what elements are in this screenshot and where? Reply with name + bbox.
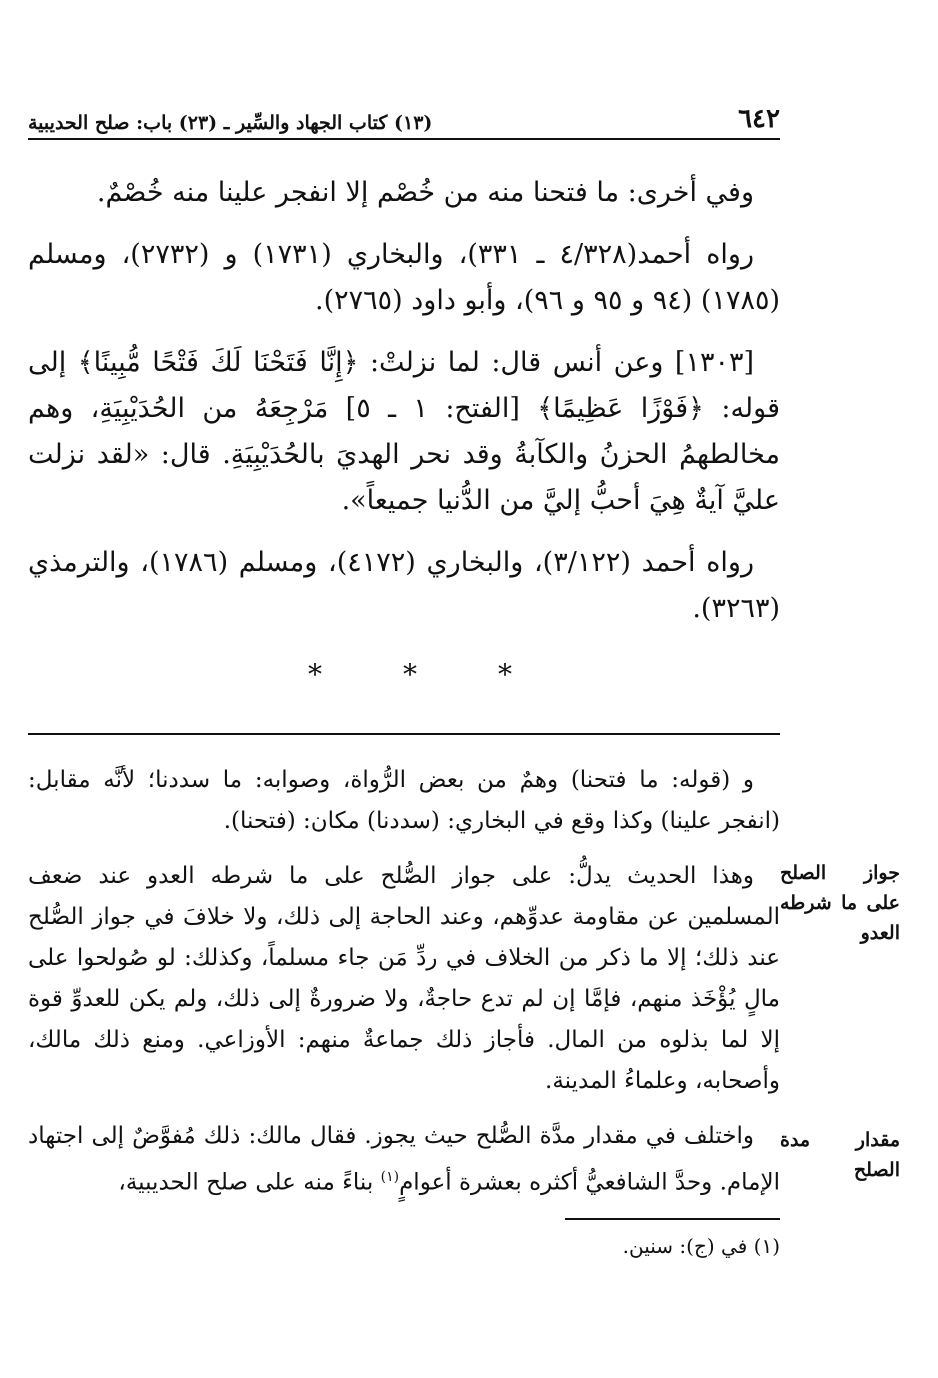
separator-star: * [308, 658, 322, 691]
takhrij-2: رواه أحمد (٣/١٢٢)، والبخاري (٤١٧٢)، ومسلم (١٧٨٦)، والترمذي (٣٢٦٣). [28, 547, 780, 624]
page-number: ٦٤٢ [738, 104, 780, 134]
running-head: (١٣) كتاب الجهاد والسِّير ـ (٢٣) باب: صلح الحديبية [28, 112, 433, 134]
commentary-rule [28, 733, 780, 735]
margin-note: جواز الصلح على ما شرطه العدو [780, 862, 900, 944]
footnote-rule [565, 1218, 780, 1220]
hadith-variant: وفي أخرى: ما فتحنا منه من خُصْم إلا انفجر علينا منه خُصْمٌ. [96, 177, 754, 208]
page-header [28, 100, 780, 134]
commentary-paragraph: و (قوله: ما فتحنا) وهمٌ من بعض الرُّواة، وصوابه: ما سددنا؛ لأنَّه مقابل: (انفجر علينا) وكذا وقع في البخاري: (سددنا) مكان: (فتحنا). [28, 767, 780, 834]
separator-star: * [498, 658, 512, 691]
commentary [28, 760, 780, 1218]
commentary-paragraph: وهذا الحديث يدلُّ: على جواز الصُّلح على ما شرطه العدو عند ضعف المسلمين عن مقاومة عدوِّهم، وعند الحاجة إلى ذلك، ولا خلافَ في جواز الصُّلح عند ذلك؛ إلا ما ذكر من الخلاف في ردِّ مَن جاء مسلماً، وكذلك: لو صُولحوا على مالٍ يُؤْخَذ منهم، فإمَّا إن لم تدع حاجةٌ، ولا ضرورةٌ إلى ذلك، ولم يكن للعدوِّ قوة إلا لما بذلوه من المال. فأجاز ذلك جماعةٌ منهم: الأوزاعي. ومنع ذلك مالك، وأصحابه، وعلماءُ المدينة. [28, 863, 780, 1094]
footnote [180, 1230, 780, 1262]
separator-star: * [403, 658, 417, 691]
header-rule [28, 138, 780, 140]
hadith-1303: [١٣٠٣] وعن أنس قال: لما نزلتْ: ﴿إِنَّا فَتَحْنَا لَكَ فَتْحًا مُّبِينًا﴾ إلى قوله: ﴿فَوْزًا عَظِيمًا﴾ [الفتح: ١ ـ ٥] مَرْجِعَهُ من الحُدَيْبِيَةِ، وهم مخالطهمُ الحزنُ والكآبةُ وقد نحر الهديَ بالحُدَيْبِيَةِ. قال: «لقد نزلت عليَّ آيةٌ هِيَ أحبُّ إليَّ من الدُّنيا جميعاً». [28, 347, 780, 516]
hadith-text [28, 170, 780, 648]
margin-note: مقدار مدة الصلح [780, 1129, 900, 1181]
commentary-text: واختلف في مقدار مدَّة الصُّلح حيث يجوز. فقال مالك: ذلك مُفوَّضٌ إلى اجتهاد الإمام. وحدَّ الشافعيُّ أكثره بعشرة أعوامٍ [28, 1123, 780, 1196]
commentary-text: بناءً منه على صلح الحديبية، [118, 1169, 381, 1196]
footnote-text: في (ج): سنين. [622, 1234, 748, 1258]
section-separator [300, 658, 520, 691]
takhrij-1: رواه أحمد(٤/٣٢٨ ـ ٣٣١)، والبخاري (١٧٣١) و (٢٧٣٢)، ومسلم (١٧٨٥) (٩٤ و ٩٥ و ٩٦)، وأبو داود (٢٧٦٥). [28, 239, 780, 316]
footnote-number: (١) [753, 1234, 780, 1258]
footnote-ref: (١) [380, 1169, 400, 1185]
commentary-paragraph [28, 1116, 780, 1204]
